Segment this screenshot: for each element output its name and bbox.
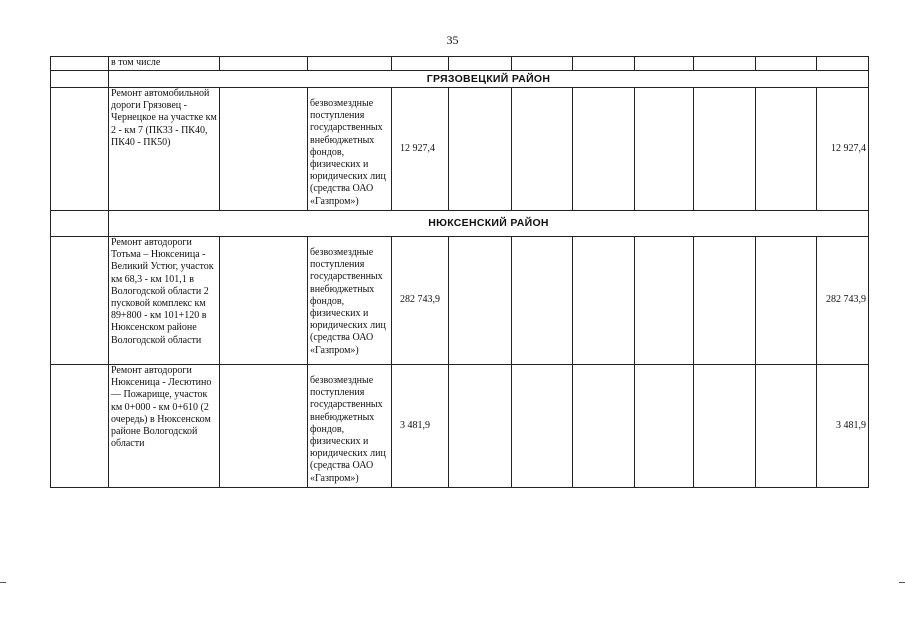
table-cell — [449, 237, 512, 365]
table-cell — [573, 88, 635, 211]
road-name: Ремонт автодороги Нюксеница - Лесютино — Пожарище, участок км 0+000 - км 0+610 (2 очередь) в Нюксенском районе Вологодской области — [109, 365, 220, 488]
table-row — [51, 365, 869, 488]
district-row — [51, 71, 869, 88]
amount: 3 481,9 — [392, 365, 449, 488]
table-cell — [512, 88, 573, 211]
road-name: Ремонт автомобильной дороги Грязовец - Чернецкое на участке км 2 - км 7 (ПК33 - ПК40, ПК40 - ПК50) — [109, 88, 220, 211]
table-cell — [449, 365, 512, 488]
table-cell — [51, 71, 109, 88]
funding-source: безвозмездные поступления государственных внебюджетных фондов, физических и юридических лиц (средства ОАО «Газпром») — [308, 237, 392, 365]
table-cell — [694, 365, 756, 488]
table-row-header — [51, 57, 869, 71]
table-cell — [512, 365, 573, 488]
table-cell — [51, 211, 109, 237]
header-label: в том числе — [109, 57, 220, 71]
table-cell — [573, 365, 635, 488]
table-cell — [51, 57, 109, 71]
table-cell — [308, 57, 392, 71]
table-cell — [512, 57, 573, 71]
table-cell — [694, 88, 756, 211]
table-cell — [756, 237, 817, 365]
table-cell — [51, 237, 109, 365]
scan-edge-mark — [0, 582, 6, 583]
table-cell — [635, 237, 694, 365]
table-row — [51, 237, 869, 365]
table-cell — [635, 365, 694, 488]
table-cell — [756, 57, 817, 71]
table-cell — [220, 365, 308, 488]
table-cell — [449, 57, 512, 71]
table-cell — [392, 57, 449, 71]
table-cell — [817, 57, 869, 71]
table-cell — [220, 88, 308, 211]
table-cell — [756, 365, 817, 488]
amount: 12 927,4 — [392, 88, 449, 211]
budget-table — [50, 56, 869, 488]
funding-source: безвозмездные поступления государственных внебюджетных фондов, физических и юридических лиц (средства ОАО «Газпром») — [308, 365, 392, 488]
total-amount: 12 927,4 — [817, 88, 869, 211]
district-heading: НЮКСЕНСКИЙ РАЙОН — [109, 211, 869, 237]
scan-edge-mark — [899, 582, 905, 583]
table-cell — [756, 88, 817, 211]
table-cell — [573, 57, 635, 71]
table-cell — [220, 57, 308, 71]
table-cell — [220, 237, 308, 365]
table-cell — [694, 237, 756, 365]
table-cell — [512, 237, 573, 365]
table-cell — [51, 365, 109, 488]
total-amount: 3 481,9 — [817, 365, 869, 488]
table-cell — [635, 88, 694, 211]
table-cell — [51, 88, 109, 211]
road-name: Ремонт автодороги Тотьма – Нюксеница - Великий Устюг, участок км 68,3 - км 101,1 в Вологодской области 2 пусковой комплекс км 89+800 - км 101+120 в Нюксенском районе Вологодской области — [109, 237, 220, 365]
table-cell — [573, 237, 635, 365]
table-cell — [449, 88, 512, 211]
table-cell — [694, 57, 756, 71]
table-row — [51, 88, 869, 211]
amount: 282 743,9 — [392, 237, 449, 365]
table-cell — [635, 57, 694, 71]
district-row — [51, 211, 869, 237]
total-amount: 282 743,9 — [817, 237, 869, 365]
page-number: 35 — [446, 33, 459, 47]
district-heading: ГРЯЗОВЕЦКИЙ РАЙОН — [109, 71, 869, 88]
funding-source: безвозмездные поступления государственных внебюджетных фондов, физических и юридических лиц (средства ОАО «Газпром») — [308, 88, 392, 211]
